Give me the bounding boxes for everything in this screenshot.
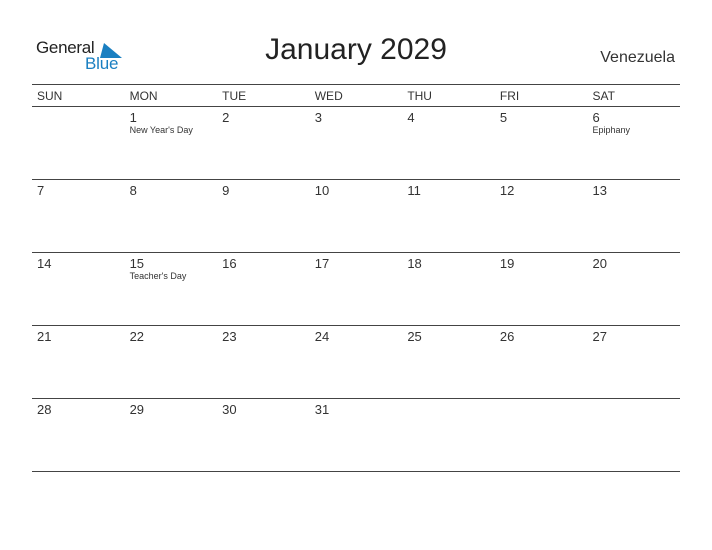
day-number: 16	[222, 256, 237, 271]
day-number: 23	[222, 329, 237, 344]
day-cell	[217, 326, 310, 398]
day-number: 28	[37, 402, 52, 417]
week-row	[32, 399, 680, 472]
day-number: 15	[129, 256, 145, 271]
day-cell	[32, 399, 125, 471]
weekday-fri: FRI	[499, 89, 520, 103]
day-cell	[32, 180, 125, 252]
holiday-label: Epiphany	[592, 125, 630, 135]
holiday-label: Teacher's Day	[129, 271, 187, 281]
day-cell	[495, 326, 588, 398]
day-number: 27	[592, 329, 607, 344]
week-row	[32, 180, 680, 253]
day-number: 29	[129, 402, 145, 417]
day-cell	[402, 326, 495, 398]
day-number: 11	[407, 183, 421, 198]
day-cell	[310, 399, 403, 471]
day-cell	[217, 253, 310, 325]
day-cell	[310, 253, 403, 325]
day-cell	[217, 399, 310, 471]
day-number: 4	[407, 110, 415, 125]
logo-text-blue: Blue	[85, 54, 119, 73]
day-number: 17	[314, 256, 330, 271]
day-number: 8	[129, 183, 137, 198]
day-cell	[587, 253, 680, 325]
logo-text-general: General	[36, 38, 95, 57]
day-cell	[495, 107, 588, 179]
calendar-grid	[32, 84, 680, 472]
day-cell	[587, 399, 680, 471]
day-cell	[125, 180, 218, 252]
calendar-title: January 2029	[265, 33, 447, 66]
day-number: 26	[499, 329, 515, 344]
day-number: 31	[314, 402, 330, 417]
day-cell	[495, 253, 588, 325]
day-cell	[310, 326, 403, 398]
day-cell	[402, 253, 495, 325]
week-row	[32, 253, 680, 326]
weekday-thu: THU	[407, 89, 432, 103]
day-cell	[402, 107, 495, 179]
week-row	[32, 107, 680, 180]
week-row	[32, 326, 680, 399]
day-cell	[217, 107, 310, 179]
day-cell	[495, 180, 588, 252]
weekday-mon: MON	[129, 89, 158, 103]
country-name: Venezuela	[600, 49, 675, 66]
day-number: 13	[592, 183, 607, 198]
day-number: 6	[592, 110, 600, 125]
day-cell	[125, 107, 218, 179]
day-number: 22	[129, 329, 145, 344]
day-cell	[402, 180, 495, 252]
day-cell	[125, 399, 218, 471]
day-cell	[310, 180, 403, 252]
day-number: 20	[592, 256, 607, 271]
day-cell	[587, 180, 680, 252]
day-number: 19	[499, 256, 515, 271]
day-cell	[310, 107, 403, 179]
calendar-weeks	[32, 107, 680, 472]
weekday-sat: SAT	[592, 89, 615, 103]
day-cell	[125, 326, 218, 398]
day-number: 7	[37, 183, 45, 198]
weekday-tue: TUE	[222, 89, 247, 103]
day-cell	[587, 107, 680, 179]
day-cell	[32, 107, 125, 179]
day-cell	[32, 326, 125, 398]
day-number: 10	[314, 183, 330, 198]
day-number: 30	[222, 402, 237, 417]
holiday-label: New Year's Day	[129, 125, 193, 135]
day-number: 3	[314, 110, 322, 125]
weekday-wed: WED	[314, 89, 343, 103]
day-cell	[217, 180, 310, 252]
day-number: 21	[37, 329, 52, 344]
weekday-header-row	[32, 85, 680, 107]
day-cell	[495, 399, 588, 471]
day-number: 1	[129, 110, 137, 125]
day-cell	[125, 253, 218, 325]
day-number: 18	[407, 256, 422, 271]
day-cell	[587, 326, 680, 398]
day-number: 24	[314, 329, 330, 344]
weekday-sun: SUN	[37, 89, 63, 103]
day-number: 25	[407, 329, 422, 344]
day-number: 14	[37, 256, 52, 271]
day-cell	[402, 399, 495, 471]
day-number: 12	[499, 183, 515, 198]
day-number: 9	[222, 183, 230, 198]
day-cell	[32, 253, 125, 325]
day-number: 5	[499, 110, 508, 125]
day-number: 2	[222, 110, 230, 125]
